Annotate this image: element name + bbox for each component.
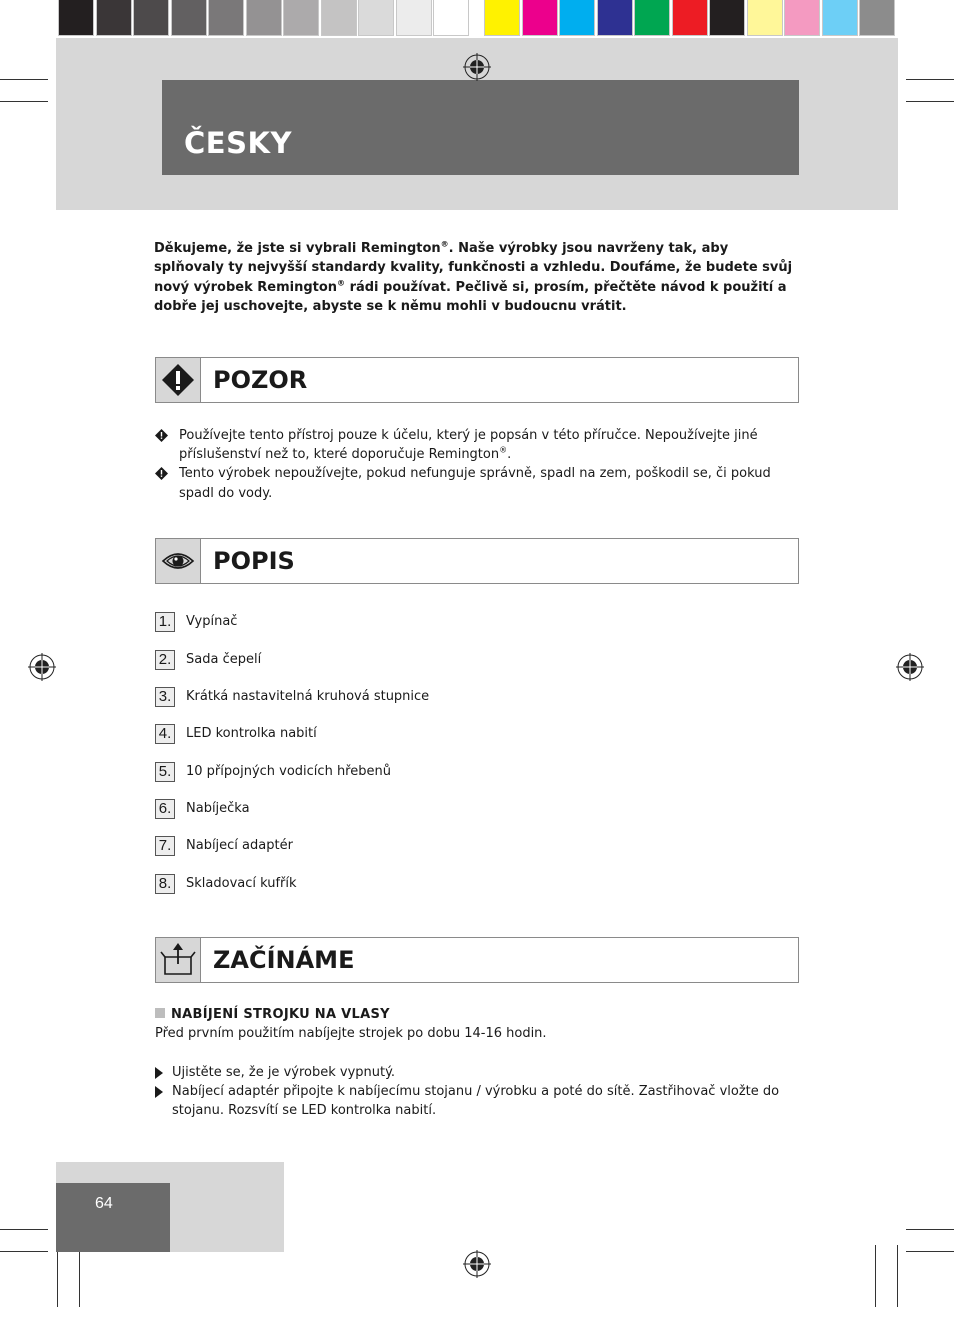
subheading: NABÍJENÍ STROJKU NA VLASY bbox=[155, 1007, 390, 1022]
gray-swatch-bar bbox=[58, 0, 471, 38]
arrow-bullet-icon bbox=[155, 1086, 163, 1098]
item-label: LED kontrolka nabití bbox=[186, 726, 317, 741]
color-swatch bbox=[522, 0, 558, 36]
color-swatch bbox=[133, 0, 169, 36]
color-swatch bbox=[709, 0, 745, 36]
color-swatch bbox=[747, 0, 783, 36]
crop-mark bbox=[0, 101, 48, 102]
section-title: ZAČÍNÁME bbox=[213, 946, 355, 974]
color-swatch bbox=[283, 0, 319, 36]
diamond-bullet-icon bbox=[155, 467, 168, 480]
page-title: ČESKY bbox=[184, 126, 292, 160]
diamond-bullet-icon bbox=[155, 429, 168, 442]
color-swatch bbox=[171, 0, 207, 36]
list-item: Používejte tento přístroj pouze k účelu, který je popsán v této příručce. Nepoužívejte jiné příslušenství než to, které doporučuje Remington®. bbox=[155, 426, 800, 464]
color-swatch bbox=[822, 0, 858, 36]
color-swatch bbox=[859, 0, 895, 36]
color-swatch bbox=[321, 0, 357, 36]
color-swatch bbox=[784, 0, 820, 36]
registration-mark-icon bbox=[28, 653, 56, 681]
crop-mark bbox=[875, 1245, 876, 1307]
section-header-pozor bbox=[155, 357, 799, 403]
crop-mark bbox=[0, 79, 48, 80]
color-swatch bbox=[358, 0, 394, 36]
registration-mark-icon bbox=[463, 53, 491, 81]
list-item bbox=[155, 724, 655, 744]
section-header-zaciname bbox=[155, 937, 799, 983]
item-number: 6. bbox=[155, 799, 175, 819]
color-swatch bbox=[559, 0, 595, 36]
crop-mark bbox=[906, 1229, 954, 1230]
color-swatch bbox=[58, 0, 94, 36]
item-label: 10 přípojných vodicích hřebenů bbox=[186, 764, 391, 779]
crop-mark bbox=[0, 1229, 48, 1230]
square-bullet-icon bbox=[155, 1008, 165, 1018]
color-swatch bbox=[672, 0, 708, 36]
list-item bbox=[155, 612, 655, 632]
item-number: 3. bbox=[155, 687, 175, 707]
arrow-bullet-icon bbox=[155, 1067, 163, 1079]
list-item bbox=[155, 874, 655, 894]
color-swatch bbox=[484, 0, 520, 36]
item-label: Skladovací kufřík bbox=[186, 876, 297, 891]
item-number: 5. bbox=[155, 762, 175, 782]
steps-list bbox=[155, 1063, 785, 1121]
color-swatch bbox=[597, 0, 633, 36]
crop-mark bbox=[897, 1245, 898, 1307]
list-item bbox=[155, 799, 655, 819]
color-swatch-bar bbox=[484, 0, 897, 38]
eye-icon bbox=[156, 539, 201, 583]
list-item: Ujistěte se, že je výrobek vypnutý. bbox=[155, 1063, 785, 1082]
unbox-icon bbox=[156, 938, 201, 982]
item-number: 1. bbox=[155, 612, 175, 632]
page-number-box bbox=[56, 1183, 170, 1252]
list-item: Tento výrobek nepoužívejte, pokud nefunguje správně, spadl na zem, poškodil se, či pokud spadl do vody. bbox=[155, 464, 800, 502]
crop-mark bbox=[57, 1245, 58, 1307]
color-swatch bbox=[96, 0, 132, 36]
crop-mark bbox=[906, 101, 954, 102]
crop-mark bbox=[906, 1251, 954, 1252]
color-swatch bbox=[634, 0, 670, 36]
page-number: 64 bbox=[95, 1195, 113, 1212]
item-number: 8. bbox=[155, 874, 175, 894]
section-header-popis bbox=[155, 538, 799, 584]
item-number: 7. bbox=[155, 836, 175, 856]
list-item bbox=[155, 762, 655, 782]
section-title: POZOR bbox=[213, 366, 308, 394]
color-swatch bbox=[208, 0, 244, 36]
title-box bbox=[162, 80, 799, 175]
crop-mark bbox=[79, 1245, 80, 1307]
item-label: Nabíječka bbox=[186, 801, 250, 816]
list-item: Nabíjecí adaptér připojte k nabíjecímu stojanu / výrobku a poté do sítě. Zastřihovač vložte do stojanu. Rozsvítí se LED kontrolka nabití. bbox=[155, 1082, 785, 1120]
list-item bbox=[155, 687, 655, 707]
section-title: POPIS bbox=[213, 547, 295, 575]
warning-icon bbox=[156, 358, 201, 402]
crop-mark bbox=[906, 79, 954, 80]
item-label: Vypínač bbox=[186, 614, 238, 629]
color-swatch bbox=[396, 0, 432, 36]
item-label: Sada čepelí bbox=[186, 652, 262, 667]
list-item bbox=[155, 650, 655, 670]
color-swatch bbox=[246, 0, 282, 36]
color-swatch bbox=[433, 0, 469, 36]
item-label: Nabíjecí adaptér bbox=[186, 838, 293, 853]
registration-mark-icon bbox=[896, 653, 924, 681]
intro-paragraph: Děkujeme, že jste si vybrali Remington®. Naše výrobky jsou navrženy tak, aby splňovaly ty nejvyšší standardy kvality, funkčnosti a vzhledu. Doufáme, že budete svůj nový výrobek Remington® rádi používat. Pečlivě si, prosím, přečtěte návod k použití a dobře jej uschovejte, abyste se k němu mohli v budoucnu vrátit. bbox=[154, 239, 793, 314]
item-label: Krátká nastavitelná kruhová stupnice bbox=[186, 689, 430, 704]
item-number: 2. bbox=[155, 650, 175, 670]
charging-intro: Před prvním použitím nabíjejte strojek po dobu 14-16 hodin. bbox=[155, 1026, 547, 1041]
item-number: 4. bbox=[155, 724, 175, 744]
list-item bbox=[155, 836, 655, 856]
registration-mark-icon bbox=[463, 1250, 491, 1278]
pozor-list bbox=[155, 426, 800, 503]
crop-mark bbox=[0, 1251, 48, 1252]
